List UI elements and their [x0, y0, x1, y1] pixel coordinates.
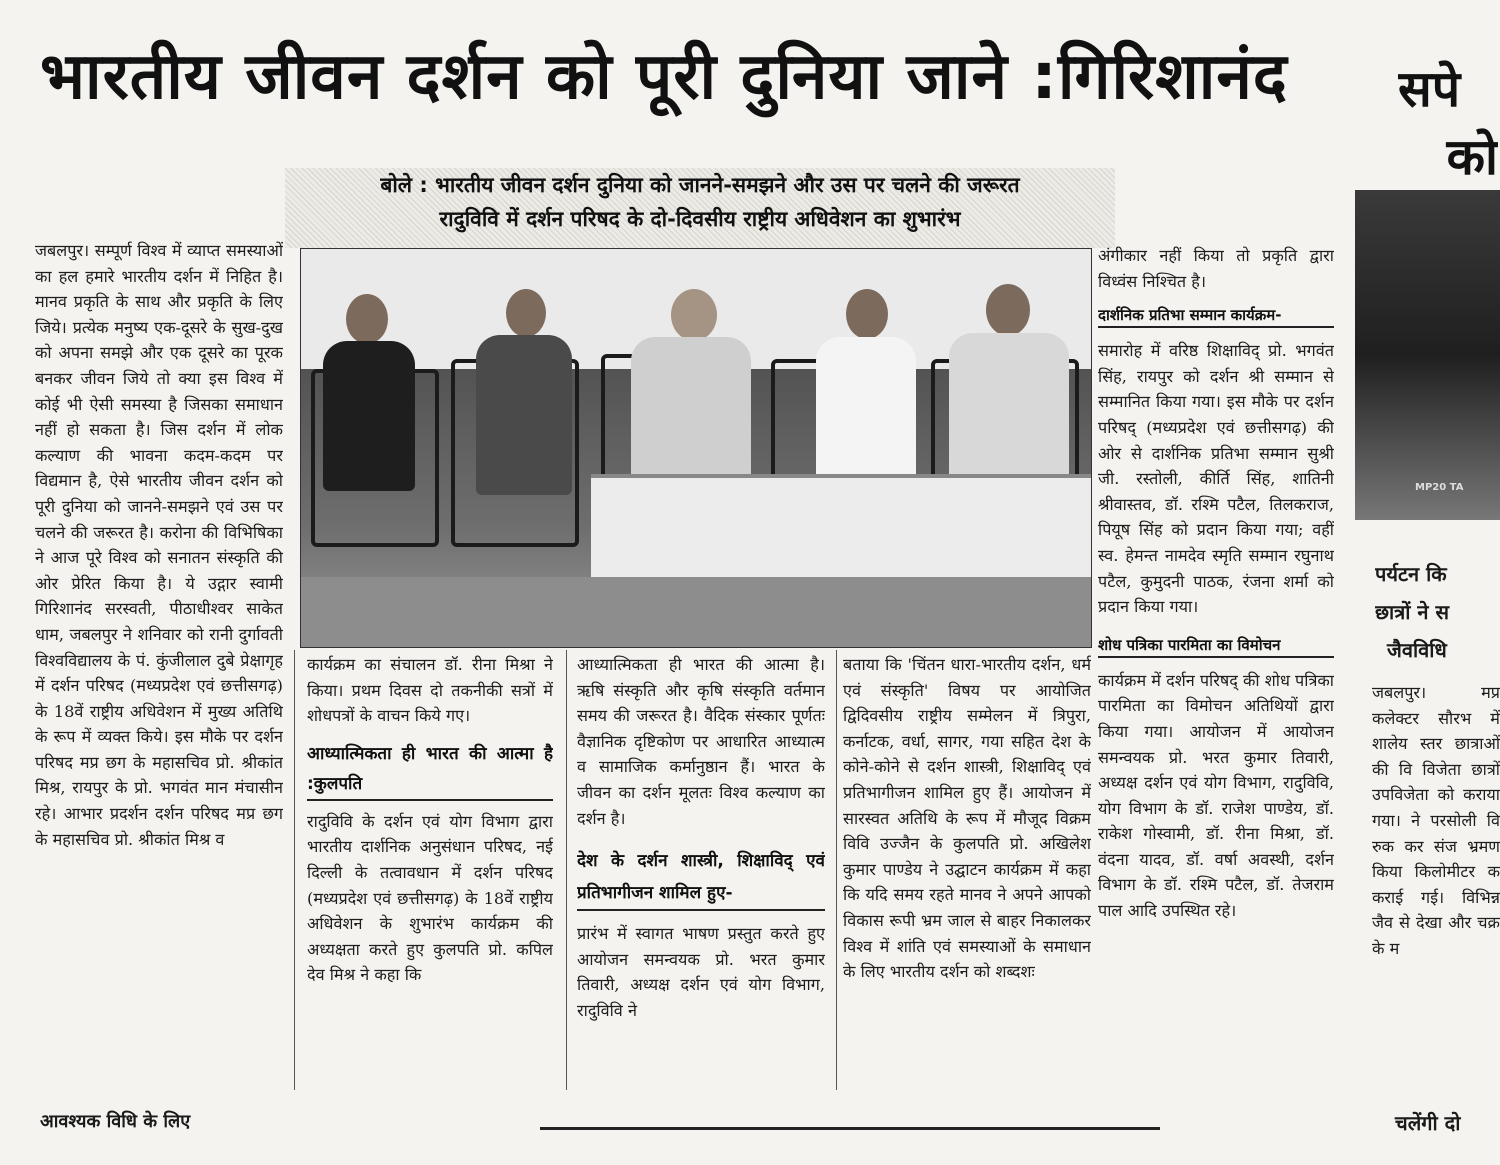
article-column-1: जबलपुर। सम्पूर्ण विश्व में व्याप्त समस्याओं का हल हमारे भारतीय दर्शन में निहित है। मानव प्रकृति के साथ और प्रकृति के लिए जिये। प्रत्येक मनुष्य एक-दूसरे के सुख-दुख को अपना समझे और एक दूसरे का पूरक बनकर जीवन जिये तो क्या इस विश्व में कोई भी ऐसी समस्या है जिसका समाधान नहीं हो सकता है। जिस दर्शन में लोक कल्याण की भावना कदम-कदम पर विद्यमान है, ऐसे भारतीय जीवन दर्शन को पूरी दुनिया को जानने-समझने एवं उस पर चलने की जरूरत है। करोना की विभिषिका ने आज पूरे विश्व को सनातन संस्कृति की ओर प्रेरित किया है। ये उद्गार स्वामी गिरिशानंद सरस्वती, पीठाधीश्वर साकेत धाम, जबलपुर ने शनिवार को रानी दुर्गावती विश्वविद्यालय के पं. कुंजीलाल दुबे प्रेक्षागृह में दर्शन परिषद (मध्यप्रदेश एवं छत्तीसगढ़) के 18वें राष्ट्रीय अधिवेशन में मुख्य अतिथि के रूप में व्यक्त किये। इस मौके पर दर्शन परिषद मप्र छग के महासचिव प्रो. श्रीकांत मिश्र, रायपुर के प्रो. भगवंत मान मंचासीन रहे। आभार प्रदर्शन दर्शन परिषद मप्र छग के महासचिव प्रो. श्रीकांत मिश्र व	[35, 241, 283, 849]
headline: भारतीय जीवन दर्शन को पूरी दुनिया जाने :गिरिशानंद	[40, 40, 1288, 114]
section-head-samman: दार्शनिक प्रतिभा सम्मान कार्यक्रम-	[1098, 304, 1334, 328]
section-head-paramita: शोध पत्रिका पारमिता का विमोचन	[1098, 634, 1334, 658]
footer-right-fragment: चलेंगी दो	[1395, 1111, 1461, 1135]
footer-strip	[0, 1105, 1500, 1165]
section-head-adhyatmikta: आध्यात्मिकता ही भारत की आत्मा है :कुलपति	[307, 739, 553, 801]
person-body	[476, 335, 572, 495]
footer-center-rule	[540, 1127, 1160, 1130]
person-head	[671, 289, 717, 341]
subheadline-deck	[285, 168, 1115, 248]
person-head	[986, 284, 1030, 336]
person-head	[846, 289, 888, 339]
column-5-samman-text: समारोह में वरिष्ठ शिक्षाविद् प्रो. भगवंत सिंह, रायपुर को दर्शन श्री सम्मान से सम्मानित किया गया। इस मौके पर दर्शन परिषद् (मध्यप्रदेश एवं छत्तीसगढ़) की ओर से दार्शनिक प्रतिभा सम्मान सुश्री जी. रस्तोली, कीर्ति सिंह, शातिनी श्रीवास्तव, डॉ. रश्मि पटैल, तिलकराज, पियूष सिंह को प्रदान किया गया; वहीं स्व. हेमन्त नामदेव स्मृति सम्मान रघुनाथ पटैल, कुमुदनी पाठक, रंजना शर्मा को प्रदान किया गया।	[1098, 341, 1334, 617]
subheadline-line-2: रादुविवि में दर्शन परिषद के दो-दिवसीय राष्ट्रीय अधिवेशन का शुभारंभ	[439, 207, 961, 231]
adjacent-article-text: जबलपुर। मप्र कलेक्टर सौरभ में शालेय स्तर छात्राओं की वि विजेता छात्रों उपविजेता को कराया गया। ने परसोली वि रुक कर संज भ्रमण किया किलोमीटर क कराई गई। विभिन्न जैव से देखा और चक्र के म	[1372, 683, 1500, 958]
adjacent-article-heading	[1375, 555, 1500, 675]
column-rule	[566, 650, 567, 1090]
subheadline-line-1: बोले : भारतीय जीवन दर्शन दुनिया को जानने-समझने और उस पर चलने की जरूरत	[380, 173, 1020, 197]
column-5-paramita-text: कार्यक्रम में दर्शन परिषद् की शोध पत्रिका पारमिता का विमोचन अतिथियों द्वारा किया गया। आयोजन में आयोजन समन्वयक प्रो. भरत कुमार तिवारी, अध्यक्ष दर्शन एवं योग विभाग, रादुविवि, योग विभाग के डॉ. राजेश पाण्डेय, डॉ. राकेश गोस्वामी, डॉ. रीना मिश्रा, डॉ. वंदना यादव, डॉ. वर्षा अवस्थी, दर्शन विभाग के डॉ. रश्मि पटैल, डॉ. तेजराम पाल आदि उपस्थित रहे।	[1098, 670, 1334, 921]
article-column-4: बताया कि 'चिंतन धारा-भारतीय दर्शन, धर्म एवं संस्कृति' विषय पर आयोजित द्विदिवसीय राष्ट्रीय सम्मेलन में त्रिपुरा, कर्नाटक, वर्धा, सागर, गया सहित देश के कोने-कोने से दर्शन शास्त्री, शिक्षाविद् एवं प्रतिभागीजन शामिल हुए हैं। आयोजन में सारस्वत अतिथि के रूप में मौजूद विक्रम विवि उज्जैन के कुलपति प्रो. अखिलेश कुमार पाण्डेय ने उद्घाटन कार्यक्रम में कहा कि यदि समय रहते मानव ने अपने आपको विकास रूपी भ्रम जाल से बाहर निकालकर विश्व में शांति एवं समस्याओं के समाधान के लिए भारतीय दर्शन को शब्दशः	[843, 655, 1091, 982]
adjacent-photo	[1355, 190, 1500, 520]
column-2-body: रादुविवि के दर्शन एवं योग विभाग द्वारा भारतीय दार्शनिक अनुसंधान परिषद, नई दिल्ली के तत्वावधान में दर्शन परिषद (मध्यप्रदेश एवं छत्तीसगढ़) के 18वें राष्ट्रीय अधिवेशन के शुभारंभ कार्यक्रम की अध्यक्षता करते हुए कुलपति प्रो. कपिल देव मिश्र ने कहा कि	[307, 811, 553, 985]
article-column-2	[307, 652, 553, 1092]
adjacent-heading-line-2: छात्रों ने स	[1375, 600, 1449, 624]
footer-left-fragment: आवश्यक विधि के लिए	[40, 1111, 191, 1132]
event-photo	[300, 248, 1092, 648]
column-3-intro: आध्यात्मिकता ही भारत की आत्मा है। ऋषि संस्कृति और कृषि संस्कृति वर्तमान समय की जरूरत है। वैदिक संस्कार पूर्णतः वैज्ञानिक दृष्टिकोण पर आधारित आध्यात्म व सामाजिक कर्मानुष्ठान हैं। भारत के जीवन का दर्शन मूलतः विश्व कल्याण का दर्शन है।	[577, 655, 825, 828]
article-column-5	[1098, 243, 1334, 1063]
person-body	[323, 341, 415, 491]
adjacent-headline-line-1: सपे	[1398, 60, 1461, 118]
adjacent-heading-line-3: जैवविधि	[1387, 638, 1447, 662]
column-3-body: प्रारंभ में स्वागत भाषण प्रस्तुत करते हुए आयोजन समन्वयक प्रो. भरत कुमार तिवारी, अध्यक्ष दर्शन एवं योग विभाग, रादुविवि ने	[577, 924, 825, 1020]
floor	[301, 577, 1091, 647]
person-head	[506, 289, 546, 337]
column-rule	[294, 650, 295, 1090]
adjacent-headline-fragment	[1398, 55, 1498, 195]
column-5-top: अंगीकार नहीं किया तो प्रकृति द्वारा विध्वंस निश्चित है।	[1098, 246, 1334, 291]
adjacent-headline-line-2: को	[1446, 128, 1498, 186]
adjacent-photo-plate: MP20 TA	[1415, 482, 1464, 493]
column-rule	[836, 650, 837, 1090]
column-2-intro: कार्यक्रम का संचालन डॉ. रीना मिश्रा ने किया। प्रथम दिवस दो तकनीकी सत्रों में शोधपत्रों के वाचन किये गए।	[307, 655, 553, 726]
section-head-participants: देश के दर्शन शास्त्री, शिक्षाविद् एवं प्रतिभागीजन शामिल हुए-	[577, 845, 825, 911]
person-head	[346, 294, 388, 344]
article-column-3	[577, 652, 825, 1092]
person-body	[816, 337, 916, 497]
adjacent-heading-line-1: पर्यटन कि	[1375, 562, 1447, 586]
